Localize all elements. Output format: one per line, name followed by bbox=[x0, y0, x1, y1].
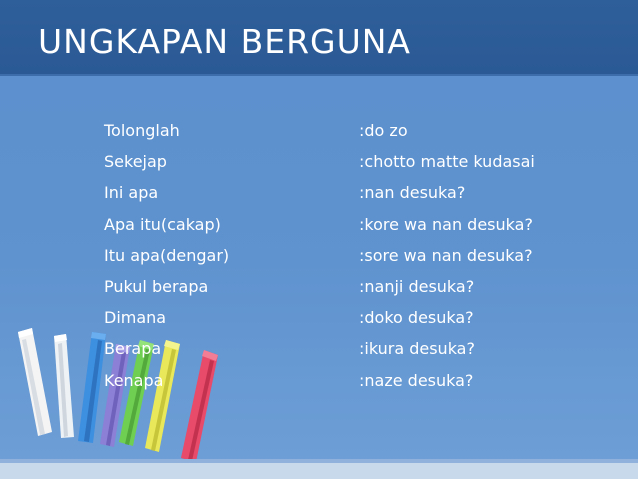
phrase-row bbox=[104, 121, 604, 152]
japanese-phrase: :sore wa nan desuka? bbox=[359, 245, 533, 265]
chalk-blue bbox=[78, 332, 106, 443]
japanese-phrase: :chotto matte kudasai bbox=[359, 152, 535, 172]
indonesian-phrase: Apa itu(cakap) bbox=[104, 214, 221, 234]
phrase-row bbox=[104, 246, 604, 277]
japanese-phrase: :naze desuka? bbox=[359, 370, 474, 390]
indonesian-phrase: Itu apa(dengar) bbox=[104, 245, 230, 265]
indonesian-phrase: Dimana bbox=[104, 308, 167, 328]
japanese-phrase: :nan desuka? bbox=[359, 183, 466, 203]
slide-title: UNGKAPAN BERGUNA bbox=[38, 22, 411, 61]
japanese-phrase: :kore wa nan desuka? bbox=[359, 214, 533, 234]
chalk-white-1 bbox=[18, 328, 52, 436]
phrase-list bbox=[104, 121, 604, 402]
phrase-row bbox=[104, 308, 604, 339]
indonesian-phrase: Ini apa bbox=[104, 183, 159, 203]
phrase-row bbox=[104, 339, 604, 370]
phrase-row bbox=[104, 371, 604, 402]
japanese-phrase: :doko desuka? bbox=[359, 308, 474, 328]
indonesian-phrase: Pukul berapa bbox=[104, 276, 209, 296]
phrase-row bbox=[104, 215, 604, 246]
indonesian-phrase: Sekejap bbox=[104, 152, 167, 172]
phrase-row bbox=[104, 183, 604, 214]
bottom-band bbox=[0, 463, 638, 479]
phrase-row bbox=[104, 152, 604, 183]
indonesian-phrase: Tolonglah bbox=[104, 121, 180, 140]
japanese-phrase: :do zo bbox=[359, 121, 408, 140]
title-band bbox=[0, 0, 638, 76]
phrase-row bbox=[104, 277, 604, 308]
indonesian-phrase: Kenapa bbox=[104, 370, 164, 390]
japanese-phrase: :nanji desuka? bbox=[359, 276, 475, 296]
chalk-white-2 bbox=[54, 334, 74, 438]
japanese-phrase: :ikura desuka? bbox=[359, 339, 475, 359]
indonesian-phrase: Berapa bbox=[104, 339, 162, 359]
